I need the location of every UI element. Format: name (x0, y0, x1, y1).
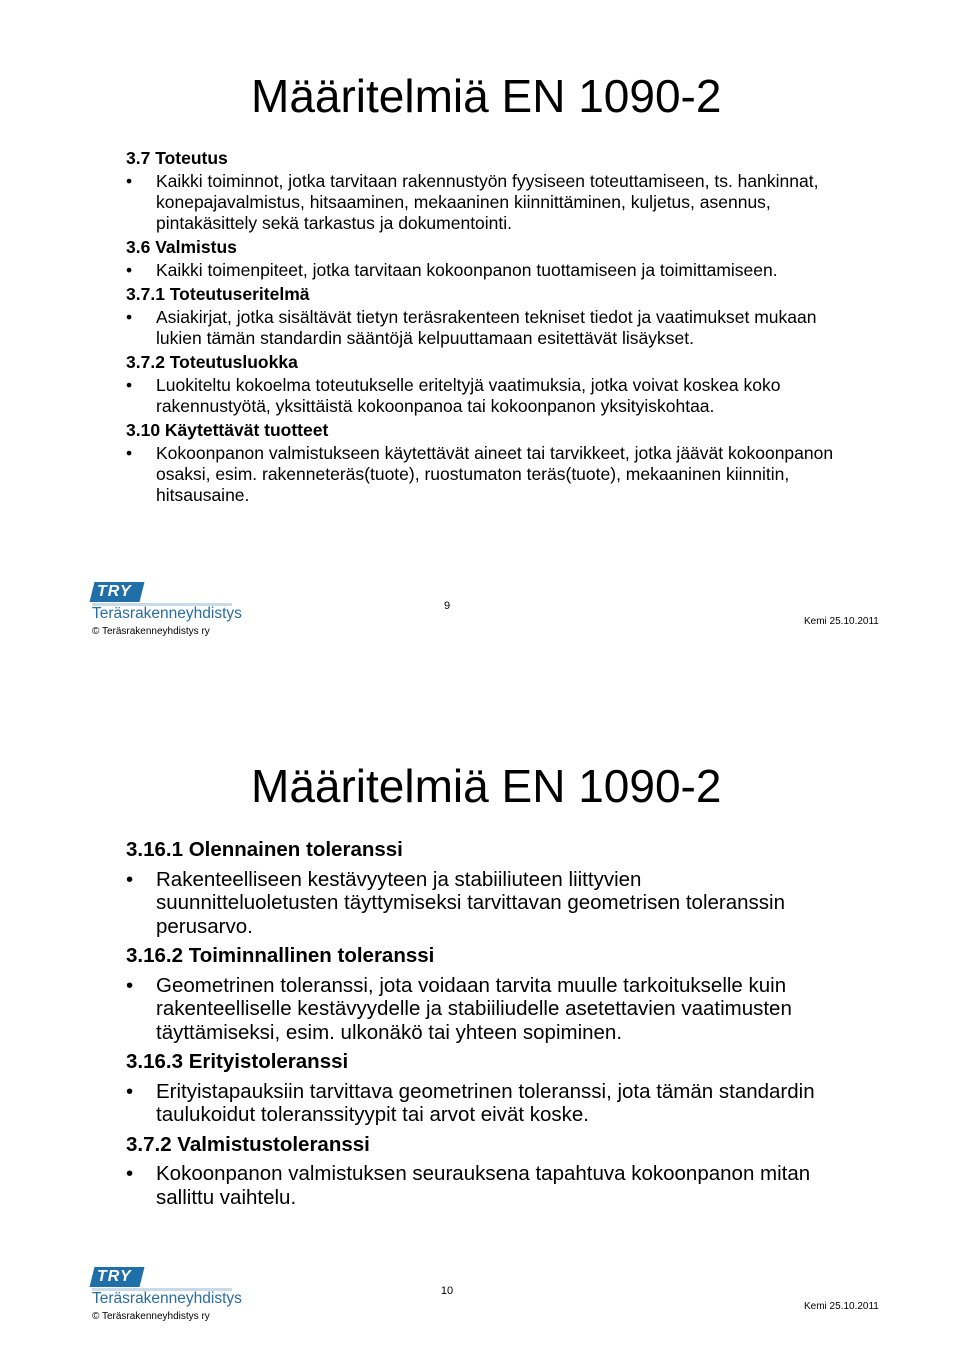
slide-title: Määritelmiä EN 1090-2 (251, 70, 722, 122)
section-heading: 3.16.2 Toiminnallinen toleranssi (126, 944, 435, 967)
bullet-icon: • (126, 307, 133, 327)
bullet-icon: • (126, 867, 134, 891)
logo-text: Teräsrakenneyhdistys (92, 605, 242, 622)
item-text: Kokoonpanon valmistuksen seurauksena tapahtuva kokoonpanon mitan sallittu vaihtelu. (156, 1162, 811, 1209)
list-item (126, 1162, 826, 1209)
definition-section (126, 352, 866, 417)
section-heading: 3.7 Toteutus (126, 148, 228, 168)
slide-footer (0, 1263, 960, 1343)
definition-section (126, 284, 866, 349)
section-heading: 3.7.2 Toteutusluokka (126, 352, 298, 372)
item-text: Kaikki toimenpiteet, jotka tarvitaan kokoonpanon tuottamiseen ja toimittamiseen. (156, 260, 778, 280)
section-heading: 3.7.2 Valmistustoleranssi (126, 1132, 370, 1156)
definition-section (126, 944, 826, 1044)
copyright-text: © Teräsrakenneyhdistys ry (92, 626, 210, 637)
item-text: Asiakirjat, jotka sisältävät tietyn teräsrakenteen tekniset tiedot ja vaatimukset mukaan lukien tämän standardin sääntöjä kelpuuttamaan esitettävät lisäykset. (156, 307, 817, 348)
definition-section (126, 1133, 826, 1210)
item-text: Luokiteltu kokoelma toteutukselle eriteltyjä vaatimuksia, jotka voivat koskea koko rakennustyötä, yksittäistä kokoonpanoa tai kokoonpanon yksityiskohtaa. (156, 375, 781, 416)
item-text: Rakenteelliseen kestävyyteen ja stabiiliuteen liittyvien suunnitteluoletusten täyttymiseksi tarvittavan geometrisen toleranssin perusarvo. (156, 867, 785, 938)
copyright-text: © Teräsrakenneyhdistys ry (92, 1311, 210, 1322)
list-item (126, 171, 866, 234)
list-item (126, 1080, 826, 1127)
bullet-icon: • (126, 375, 133, 395)
list-item (126, 443, 866, 506)
section-heading: 3.16.1 Olennainen toleranssi (126, 838, 403, 861)
footer-date: Kemi 25.10.2011 (804, 616, 879, 627)
definition-section (126, 838, 826, 938)
section-heading: 3.10 Käytettävät tuotteet (126, 420, 329, 440)
logo-mark: TRY (97, 583, 132, 600)
list-item (126, 375, 866, 417)
list-item (126, 307, 866, 349)
definition-section (126, 148, 866, 234)
list-item (126, 868, 826, 939)
bullet-icon: • (126, 260, 133, 280)
list-item (126, 260, 866, 281)
slide-body (126, 838, 826, 1215)
item-text: Kokoonpanon valmistukseen käytettävät aineet tai tarvikkeet, jotka jäävät kokoonpanon osaksi, esim. rakenneteräs(tuote), ruostumaton teräs(tuote), mekaaninen kiinnitin, hitsausaine. (156, 443, 834, 505)
bullet-icon: • (126, 171, 133, 191)
page-number: 9 (443, 600, 451, 612)
item-text: Kaikki toiminnot, jotka tarvitaan rakennustyön fyysiseen toteuttamiseen, ts. hankinnat, konepajavalmistus, hitsaaminen, mekaaninen kiinnittäminen, kuljetus, asennus, pintakäsittely sekä tarkastus ja dokumentointi. (156, 171, 819, 233)
section-heading: 3.6 Valmistus (126, 237, 237, 257)
slide-9 (0, 0, 960, 683)
bullet-icon: • (126, 973, 134, 997)
page-number: 10 (440, 1285, 454, 1297)
footer-date: Kemi 25.10.2011 (804, 1301, 879, 1312)
slide-title: Määritelmiä EN 1090-2 (251, 760, 722, 812)
bullet-icon: • (126, 1162, 134, 1185)
list-item (126, 974, 826, 1045)
slide-10 (0, 683, 960, 1367)
bullet-icon: • (126, 443, 133, 463)
definition-section (126, 420, 866, 506)
bullet-icon: • (126, 1079, 134, 1103)
definition-section (126, 237, 866, 281)
definition-section (126, 1050, 826, 1127)
section-heading: 3.16.3 Erityistoleranssi (126, 1050, 349, 1073)
item-text: Erityistapauksiin tarvittava geometrinen toleranssi, jota tämän standardin taulukoidut toleranssityypit tai arvot eivät koske. (156, 1079, 815, 1126)
logo-text: Teräsrakenneyhdistys (92, 1290, 242, 1307)
logo-mark: TRY (97, 1268, 132, 1285)
slide-body (126, 148, 866, 509)
item-text: Geometrinen toleranssi, jota voidaan tarvita muulle tarkoitukselle kuin rakenteelliselle kestävyydelle ja stabiiliudelle asetettavien vaatimusten täyttämiseksi, esim. ulkonäkö tai yhteen sopiminen. (156, 973, 792, 1044)
slide-footer (0, 578, 960, 658)
section-heading: 3.7.1 Toteutuseritelmä (126, 284, 310, 304)
